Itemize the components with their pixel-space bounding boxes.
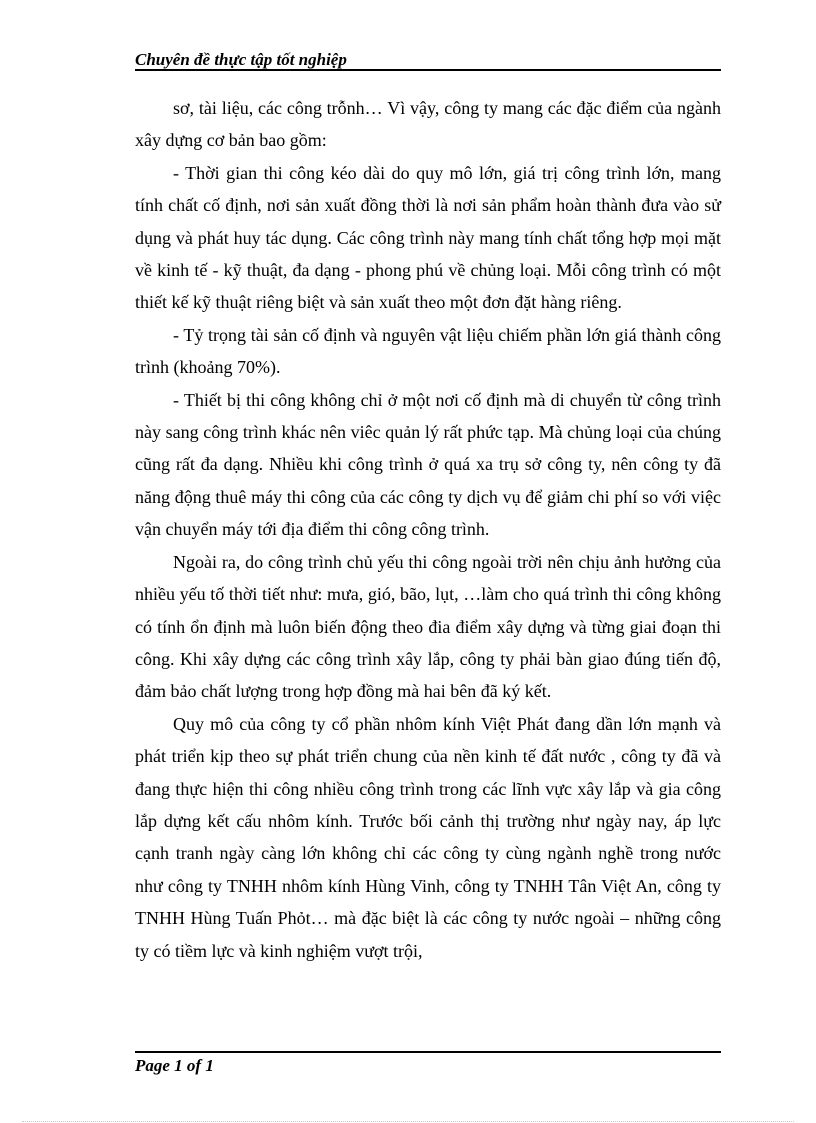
body-paragraph-6: Quy mô của công ty cổ phần nhôm kính Việt Phát đang dần lớn mạnh và phát triển kịp theo sự phát triển chung của nền kinh tế đất nước , công ty đã và đang thực hiện thi công nhiều công trình trong các lĩnh vực xây lắp và gia công lắp dựng kết cấu nhôm kính. Trước bối cảnh thị trường như ngày nay, áp lực cạnh tranh ngày càng lớn không chỉ các công ty cùng ngành nghề trong nước như công ty TNHH nhôm kính Hùng Vinh, công ty TNHH Tân Việt An, công ty TNHH Hùng Tuấn Phỏt… mà đặc biệt là các công ty nước ngoài – những công ty có tiềm lực và kinh nghiệm vượt trội, (135, 713, 721, 961)
document-body (135, 92, 721, 967)
body-paragraph-2: - Thời gian thi công kéo dài do quy mô lớn, giá trị công trình lớn, mang tính chất cố định, nơi sản xuất đồng thời là nơi sản phẩm hoàn thành đưa vào sử dụng và phát huy tác dụng. Các công trình này mang tính chất tổng hợp mọi mặt về kinh tế - kỹ thuật, đa dạng - phong phú về chủng loại. Mỗi công trình có một thiết kế kỹ thuật riêng biệt và sản xuất theo một đơn đặt hàng riêng. (135, 162, 721, 313)
body-paragraph-5: Ngoài ra, do công trình chủ yếu thi công ngoài trời nên chịu ảnh hưởng của nhiều yếu tố thời tiết như: mưa, gió, bão, lụt, …làm cho quá trình thi công không có tính ổn định mà luôn biến động theo đia điểm xây dựng và từng giai đoạn thi công. Khi xây dựng các công trình xây lắp, công ty phải bàn giao đúng tiến độ, đảm bảo chất lượng trong hợp đồng mà hai bên đã ký kết. (135, 551, 721, 702)
page-bottom-border (22, 1121, 794, 1122)
page-footer-label: Page 1 of 1 (135, 1056, 214, 1075)
body-paragraph-4: - Thiết bị thi công không chỉ ở một nơi cố định mà di chuyển từ công trình này sang công trình khác nên viêc quản lý rất phức tạp. Mà chủng loại của chúng cũng rất đa dạng. Nhiều khi công trình ở quá xa trụ sở công ty, nên công ty đã năng động thuê máy thi công của các công ty dịch vụ để giảm chi phí so với việc vận chuyển máy tới địa điểm thi công công trình. (135, 389, 721, 540)
footer-divider (135, 1051, 721, 1053)
page-header-title: Chuyên đề thực tập tốt nghiệp (135, 50, 347, 69)
body-paragraph-1: sơ, tài liệu, các công trỗnh… Vì vậy, công ty mang các đặc điểm của ngành xây dựng cơ bản bao gồm: (135, 98, 721, 151)
header-divider (135, 69, 721, 71)
body-paragraph-3: - Tỷ trọng tài sản cố định và nguyên vật liệu chiếm phần lớn giá thành công trình (khoảng 70%). (135, 324, 721, 378)
